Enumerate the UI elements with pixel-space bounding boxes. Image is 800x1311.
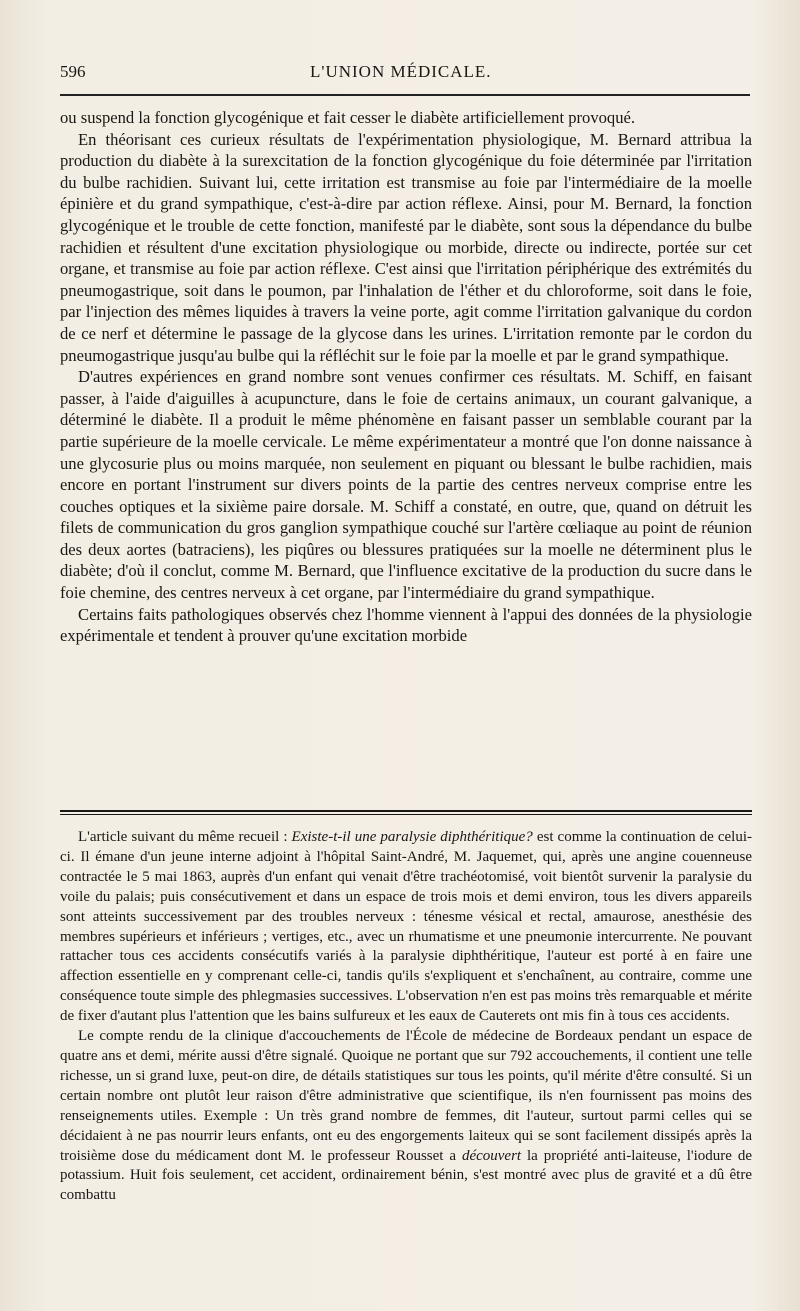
body-paragraph: En théorisant ces curieux résultats de l'expérimentation physiologique, M. Bernard attribua la production du diabète à la surexcitation de la fonction glycogénique du foie déterminée par l'irritation du bulbe rachidien. Suivant lui, cette irritation est transmise au foie par l'intermédiaire de la moelle épinière et du grand sympathique, c'est-à-dire par action réflexe. Ainsi, pour M. Bernard, la fonction glycogénique et le trouble de cette fonction, manifesté par le diabète, sont sous la dépendance du bulbe rachidien et résultent d'une excitation physiologique ou morbide, directe ou indirecte, portée sur cet organe, et transmise au foie par action réflexe. C'est ainsi que l'irritation périphérique des extrémités du pneumogastrique, soit dans le poumon, par l'inhalation de l'éther et du chloroforme, soit dans le foie, par l'injection des mêmes liquides à travers la veine porte, agit comme l'irritation galvanique du cordon de ce nerf et détermine le passage de la glycose dans les urines. L'irritation remonte par le cordon du pneumogastrique jusqu'au bulbe qui la réfléchit sur le foie par la moelle et par le grand sympathique. (60, 129, 752, 365)
body-paragraph: ou suspend la fonction glycogénique et fait cesser le diabète artificiellement provoqué. (60, 108, 636, 127)
page-number: 596 (60, 62, 86, 81)
note-paragraph (60, 828, 752, 1027)
header-rule (60, 94, 750, 96)
running-title: L'UNION MÉDICALE. (310, 62, 492, 81)
main-text (60, 107, 752, 647)
page-header (60, 62, 750, 86)
notes-section (60, 828, 752, 1206)
note-text: est comme la continuation de celui-ci. Il émane d'un jeune interne adjoint à l'hôpital Saint-André, M. Jaquemet, qui, après une angine couenneuse contractée le 5 mai 1863, auprès d'un enfant qui venait d'être trachéotomisé, voit bientôt survenir la paralysie du voile du palais; puis consécutivement et dans un espace de trois mois et demi environ, tous les divers appareils sont atteints successivement par des troubles nerveux : ténesme vésical et rectal, amaurose, anesthésie des membres supérieurs et inférieurs ; vertiges, etc., avec un rhumatisme et une pneumonie intercurrente. Ne pouvant rattacher tous ces accidents consécutifs variés à la paralysie diphthéritique, l'auteur est porté à en faire une affection essentielle en y comprenant celle-ci, tandis qu'ils s'expliquent et s'enchaînent, au contraire, comme une conséquence toute simple des phlegmasies successives. L'observation n'en est pas moins très remarquable et mérite de fixer d'autant plus l'attention que les bains sulfureux et les eaux de Cauterets ont mis fin à tous ces accidents. (60, 829, 752, 1025)
note-paragraph (60, 1027, 752, 1206)
note-text: la propriété anti-laiteuse, l'iodure de potassium. Huit fois seulement, cet accident, ordinairement bénin, s'est montré avec plus de gravité et a dû être combattu (60, 1147, 752, 1204)
note-text: Le compte rendu de la clinique d'accouchements de l'École de médecine de Bordeaux pendant un espace de quatre ans et demi, mérite aussi d'être signalé. Quoique ne portant que sur 792 accouchements, il contient une telle richesse, un si grand luxe, peut-on dire, de détails statistiques sur tous les points, qu'il mérite d'être consulté. Si un certain nombre ont plutôt leur raison d'être administrative que scientifique, ils n'en fournissent pas moins des renseignements utiles. Exemple : Un très grand nombre de femmes, dit l'auteur, surtout parmi celles qui se décidaient à ne pas nourrir leurs enfants, ont eu des engorgements laiteux qui se sont facilement dissipés après la troisième dose du médicament dont M. le professeur Rousset a (60, 1028, 752, 1164)
emphasis-text: découvert (461, 1147, 522, 1164)
body-paragraph: D'autres expériences en grand nombre sont venues confirmer ces résultats. M. Schiff, en faisant passer, à l'aide d'aiguilles à acupuncture, dans le foie de certains animaux, un courant galvanique, a déterminé le diabète. Il a produit le même phénomène en faisant passer un semblable courant par la partie supérieure de la moelle cervicale. Le même expérimentateur a montré que l'on donne naissance à une glycosurie plus ou moins marquée, non seulement en piquant ou blessant le bulbe rachidien, mais encore en portant l'instrument sur divers points de la partie des centres nerveux comprise entre les couches optiques et la sixième paire dorsale. M. Schiff a constaté, en outre, que, quand on détruit les filets de communication du gros ganglion sympathique couché sur l'artère cœliaque au point de réunion des deux aortes (batraciens), les piqûres ou blessures pratiquées sur la moelle ne déterminent plus le diabète; d'où il conclut, comme M. Bernard, que l'influence excitative de la production du sucre dans le foie chemine, des centres nerveux à cet organe, par l'intermédiaire du grand sympathique. (60, 367, 752, 603)
article-title: Existe-t-il une paralysie diphthéritique? (291, 829, 533, 845)
note-text: L'article suivant du même recueil : (78, 829, 292, 845)
body-paragraph: Certains faits pathologiques observés chez l'homme viennent à l'appui des données de la physiologie expérimentale et tendent à prouver qu'une excitation morbide (60, 604, 752, 646)
section-divider (60, 810, 752, 815)
